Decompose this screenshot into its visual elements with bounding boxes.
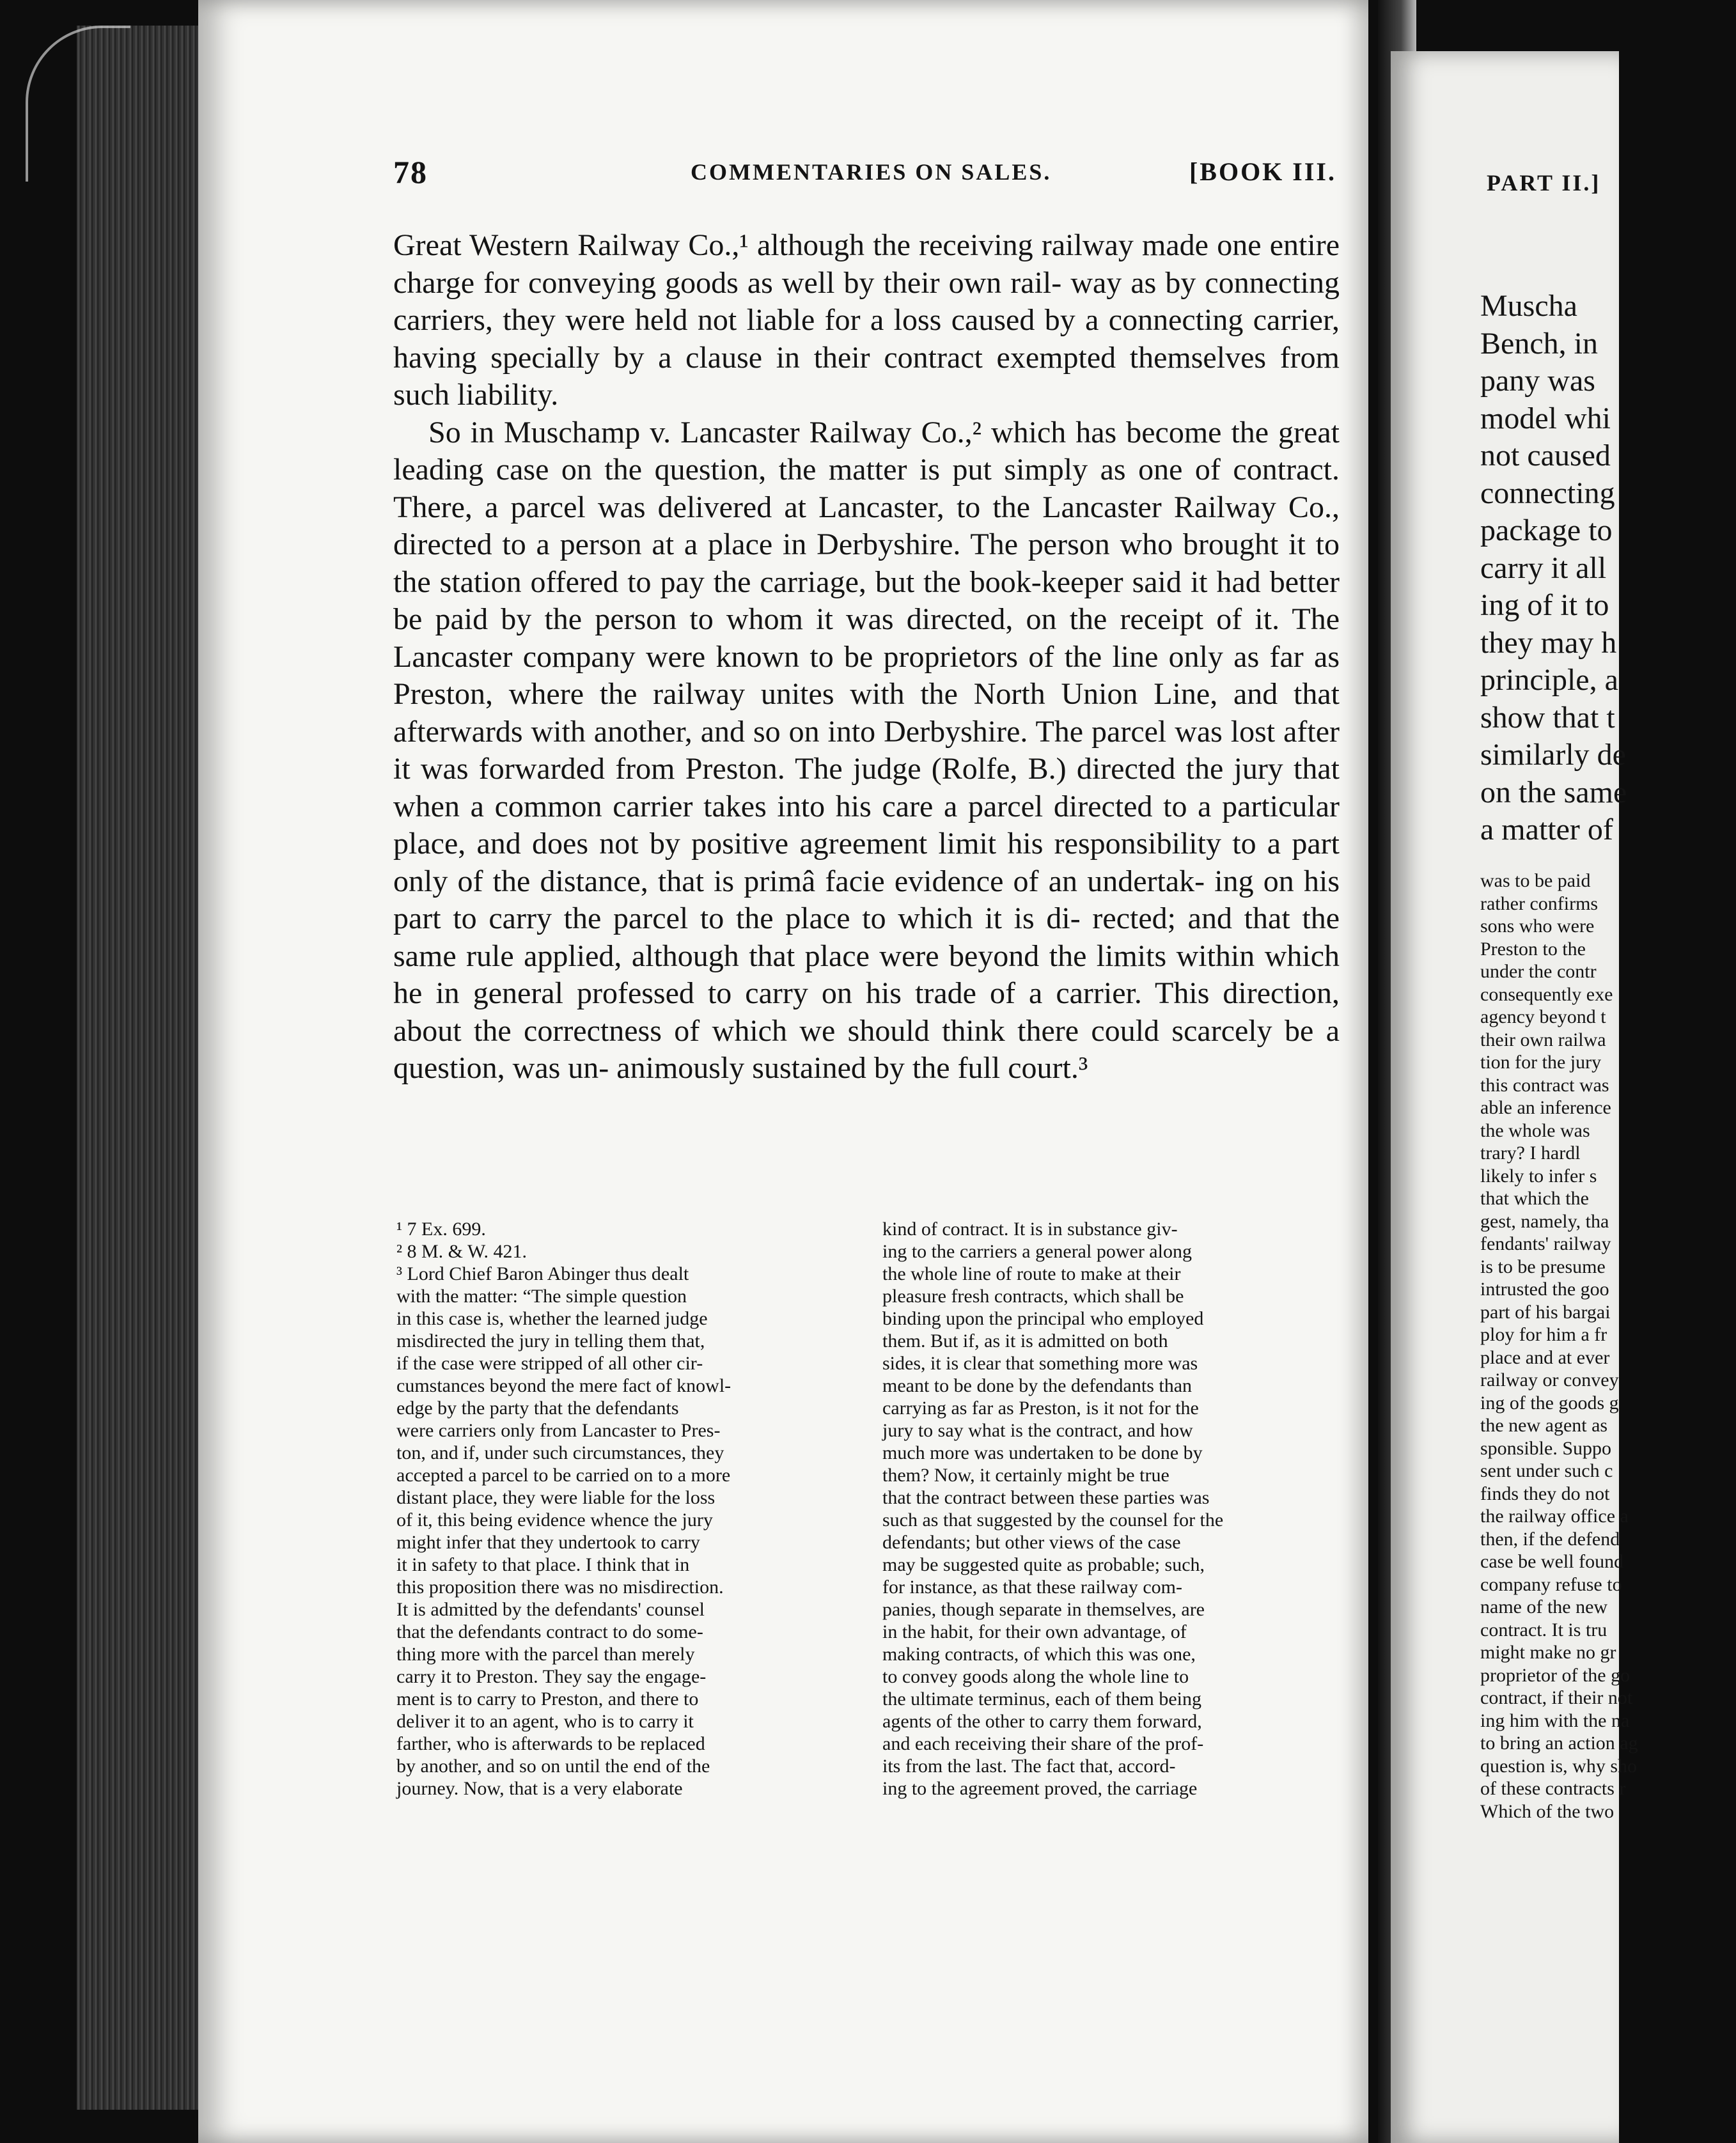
right-page-footnote-line: consequently exe: [1480, 983, 1613, 1005]
footnote-line: kind of contract. It is in substance giv-: [882, 1219, 1178, 1240]
footnote-line: carrying as far as Preston, is it not for the: [882, 1398, 1199, 1419]
right-page-header: PART II.]: [1487, 170, 1601, 196]
footnote-line: that the defendants contract to do some-: [396, 1621, 703, 1642]
body-line: The parcel was lost after it was forwarded from Preston. The: [393, 714, 1340, 786]
footnote-line: ¹ 7 Ex. 699.: [396, 1219, 486, 1240]
right-page-footnote-line: proprietor of the go: [1480, 1664, 1630, 1686]
right-page-footnote-line: contract, if their not: [1480, 1687, 1633, 1708]
right-page-footnote-line: rather confirms: [1480, 892, 1599, 914]
right-page-footnote-line: trary? I hardl: [1480, 1142, 1581, 1164]
footnote-line: this proposition there was no misdirection.: [396, 1577, 724, 1598]
footnote-line: panies, though separate in themselves, are: [882, 1599, 1205, 1620]
footnote-line: in the habit, for their own advantage, of: [882, 1621, 1187, 1642]
page-number: 78: [393, 154, 428, 190]
right-page-footnote-line: intrusted the goo: [1480, 1279, 1609, 1300]
footnote-line: distant place, they were liable for the loss: [396, 1487, 716, 1508]
body-line: Line, and that afterwards with another, and so on into Derbyshire.: [393, 677, 1340, 749]
right-page-line: ing of it to: [1480, 588, 1609, 622]
body-line: caused by a connecting carrier, having specially by a clause in: [393, 303, 1340, 375]
footnote-line: carry it to Preston. They say the engage-: [396, 1666, 707, 1687]
body-line: Lancaster company were known to be proprietors of the line only: [393, 639, 1234, 674]
footnote-line: it in safety to that place. I think that in: [396, 1554, 690, 1575]
page-edges: [77, 26, 205, 2110]
body-line: as far as Preston, where the railway unites with the North Union: [393, 639, 1340, 711]
footnote-line: cumstances beyond the mere fact of knowl-: [396, 1375, 731, 1396]
right-page-footnote-line: railway or convey: [1480, 1369, 1619, 1391]
right-page-footnote-line: Which of the two: [1480, 1800, 1615, 1822]
page-corner: [26, 26, 130, 182]
right-page-footnote-line: contract. It is tru: [1480, 1619, 1607, 1640]
footnote-line: ment is to carry to Preston, and there to: [396, 1688, 699, 1710]
right-page-footnote-line: able an inference: [1480, 1097, 1611, 1118]
body-line: their contract exempted themselves from such liability.: [393, 340, 1340, 412]
footnote-line: the whole line of route to make at their: [882, 1263, 1181, 1284]
right-page-line: they may h: [1480, 625, 1617, 660]
body-line: way as by connecting carriers, they were held not liable for a loss: [393, 265, 1340, 337]
footnote-line: ton, and if, under such circumstances, they: [396, 1442, 724, 1463]
right-page-footnote-line: tion for the jury: [1480, 1052, 1602, 1073]
paragraph-2: [393, 414, 1340, 1087]
footnote-line: if the case were stripped of all other cir-: [396, 1353, 703, 1374]
right-page-body: [1480, 288, 1736, 849]
right-page-line: on the same: [1480, 775, 1627, 809]
footnote-line: pleasure fresh contracts, which shall be: [882, 1286, 1184, 1307]
right-page-footnote-line: fendants' railway: [1480, 1233, 1611, 1254]
paragraph-1: [393, 227, 1340, 414]
footnote-line: binding upon the principal who employed: [882, 1308, 1204, 1329]
right-page-footnote-line: company refuse to: [1480, 1573, 1622, 1595]
body-line: pay the carriage, but the book-keeper said it had better be paid by: [393, 565, 1340, 636]
right-page-footnote-line: case be well found: [1480, 1551, 1624, 1572]
footnote-line: farther, who is afterwards to be replaced: [396, 1733, 705, 1754]
footnote-line: sides, it is clear that something more was: [882, 1353, 1198, 1374]
body-line: one entire charge for conveying goods as well by their own rail-: [393, 228, 1340, 300]
right-page-footnote-line: ploy for him a fr: [1480, 1324, 1607, 1345]
right-page-footnote-line: likely to infer s: [1480, 1165, 1597, 1187]
body-line: to the Lancaster Railway Co., directed to a person at a place in: [393, 490, 1340, 561]
footnote-line: with the matter: “The simple question: [396, 1286, 687, 1307]
right-page-footnote-line: agency beyond t: [1480, 1006, 1606, 1027]
right-page-line: connecting: [1480, 476, 1615, 510]
right-page-footnote-line: ing of the goods g: [1480, 1392, 1619, 1414]
body-text: [393, 227, 1340, 1087]
footnote-line: misdirected the jury in telling them that,: [396, 1330, 705, 1352]
body-line: rected; and that the same rule applied, although that place were: [393, 901, 1340, 973]
footnote-line: jury to say what is the contract, and how: [882, 1420, 1193, 1441]
footnote-line: them? Now, it certainly might be true: [882, 1465, 1169, 1486]
body-line: as one of contract. There, a parcel was delivered at Lancaster,: [393, 453, 1340, 524]
right-page-footnote-line: sponsible. Suppo: [1480, 1437, 1612, 1459]
right-page-line: a matter of: [1480, 813, 1613, 846]
right-page-line: not caused: [1480, 439, 1611, 472]
footnote-line: ing to the agreement proved, the carriage: [882, 1778, 1198, 1799]
right-page-footnotes: [1480, 869, 1736, 1823]
body-line: animously sustained by the full court.³: [616, 1051, 1088, 1085]
right-page-footnote-line: the railway office a: [1480, 1506, 1629, 1527]
footnote-line: by another, and so on until the end of the: [396, 1756, 710, 1777]
body-line: beyond the limits within which he in general professed to carry on: [393, 939, 1340, 1010]
right-page-line: similarly de: [1480, 738, 1626, 772]
footnotes-right-column: [882, 1218, 1340, 1800]
footnote-line: deliver it to an agent, who is to carry it: [396, 1711, 694, 1732]
right-page-line: package to: [1480, 513, 1613, 547]
footnote-line: defendants; but other views of the case: [882, 1532, 1181, 1553]
footnote-line: ³ Lord Chief Baron Abinger thus dealt: [396, 1263, 689, 1284]
right-page-footnote-line: sons who were: [1480, 916, 1595, 937]
running-title: COMMENTARIES ON SALES.: [691, 159, 1052, 185]
right-page-line: show that t: [1480, 700, 1615, 735]
right-page-footnote-line: this contract was: [1480, 1074, 1609, 1096]
right-page: [1391, 51, 1638, 2143]
body-line: his trade of a carrier. This direction, about the correctness of: [393, 976, 1340, 1048]
right-page-footnote-line: might make no gr: [1480, 1642, 1616, 1663]
body-line: judge (Rolfe, B.) directed the jury that when a common carrier: [393, 752, 1340, 823]
footnote-line: accepted a parcel to be carried on to a more: [396, 1465, 731, 1486]
right-page-footnote-line: is to be presume: [1480, 1256, 1606, 1277]
body-line: So in Muschamp v. Lancaster Railway Co.,² which has become: [428, 415, 1232, 449]
right-page-line: pany was: [1480, 364, 1595, 398]
footnote-line: thing more with the parcel than merely: [396, 1644, 695, 1665]
right-page-footnote-line: was to be paid: [1480, 870, 1591, 891]
footnote-line: were carriers only from Lancaster to Pres-: [396, 1420, 721, 1441]
body-line: only of the distance, that is primâ facie evidence of an undertak-: [393, 864, 1215, 898]
right-page-footnote-line: under the contr: [1480, 961, 1597, 982]
right-page-line: carry it all: [1480, 550, 1607, 585]
right-page-line: Muscha: [1480, 289, 1577, 323]
right-page-footnote-line: name of the new: [1480, 1596, 1608, 1617]
right-page-footnote-line: question is, why sho: [1480, 1755, 1638, 1777]
footnote-line: them. But if, as it is admitted on both: [882, 1330, 1168, 1352]
right-page-footnote-line: the new agent as: [1480, 1415, 1608, 1436]
body-line: Great Western Railway Co.,¹ although the receiving railway made: [393, 228, 1217, 262]
footnote-line: making contracts, of which this was one,: [882, 1644, 1196, 1665]
body-line: the person to whom it was directed, on the receipt of it. The: [544, 602, 1340, 636]
right-page-footnote-line: Preston to the: [1480, 938, 1586, 960]
footnote-line: in this case is, whether the learned judge: [396, 1308, 708, 1329]
footnotes-left-column: [396, 1218, 857, 1800]
right-page-footnote-line: their own railwa: [1480, 1029, 1606, 1050]
body-line: which we should think there could scarcely be a question, was un-: [393, 1013, 1340, 1085]
footnote-line: to convey goods along the whole line to: [882, 1666, 1189, 1687]
body-line: ing on his part to carry the parcel to the place to which it is di-: [393, 864, 1340, 935]
footnote-line: such as that suggested by the counsel for the: [882, 1509, 1224, 1531]
footnote-line: for instance, as that these railway com-: [882, 1577, 1182, 1598]
footnote-line: ing to the carriers a general power along: [882, 1241, 1192, 1262]
right-page-footnote-line: gest, namely, tha: [1480, 1210, 1609, 1232]
footnote-line: agents of the other to carry them forward,: [882, 1711, 1202, 1732]
page-header: [393, 153, 1336, 198]
body-line: takes into his care a parcel directed to a particular place, and: [393, 789, 1340, 861]
right-page-footnote-line: to bring an action ag: [1480, 1733, 1638, 1754]
right-page-line: model whi: [1480, 401, 1611, 435]
body-line: the great leading case on the question, the matter is put simply: [393, 415, 1340, 487]
footnote-line: that the contract between these parties was: [882, 1487, 1210, 1508]
footnote-line: and each receiving their share of the prof-: [882, 1733, 1204, 1754]
body-line: does not by positive agreement limit his responsibility to a part: [532, 827, 1340, 861]
book-label: [BOOK III.: [1189, 157, 1336, 186]
footnote-line: of it, this being evidence whence the jury: [396, 1509, 713, 1531]
footnote-line: its from the last. The fact that, accord-: [882, 1756, 1176, 1777]
right-page-footnote-line: the whole was: [1480, 1119, 1590, 1141]
footnote-line: ² 8 M. & W. 421.: [396, 1241, 528, 1262]
footnote-line: journey. Now, that is a very elaborate: [396, 1778, 683, 1799]
footnote-line: meant to be done by the defendants than: [882, 1375, 1193, 1396]
body-line: Derbyshire. The person who brought it to the station offered to: [393, 527, 1340, 599]
right-page-footnote-line: of these contracts r: [1480, 1778, 1626, 1799]
footnote-line: may be suggested quite as probable; such,: [882, 1554, 1205, 1575]
right-page-footnote-line: part of his bargai: [1480, 1301, 1611, 1323]
right-page-footnote-line: ing him with the na: [1480, 1710, 1630, 1731]
footnote-line: It is admitted by the defendants' counsel: [396, 1599, 705, 1620]
footnote-line: edge by the party that the defendants: [396, 1398, 679, 1419]
footnote-line: might infer that they undertook to carry: [396, 1532, 700, 1553]
right-page-line: principle, a: [1480, 663, 1618, 697]
right-page-footnote-line: place and at ever: [1480, 1346, 1610, 1368]
right-page-footnote-line: finds they do not: [1480, 1483, 1610, 1504]
right-page-footnote-line: sent under such c: [1480, 1460, 1613, 1481]
footnote-line: the ultimate terminus, each of them being: [882, 1688, 1202, 1710]
right-page-footnote-line: that which the: [1480, 1188, 1589, 1209]
right-page-footnote-line: then, if the defend: [1480, 1528, 1620, 1550]
right-page-line: Bench, in: [1480, 326, 1598, 361]
footnote-line: much more was undertaken to be done by: [882, 1442, 1203, 1463]
